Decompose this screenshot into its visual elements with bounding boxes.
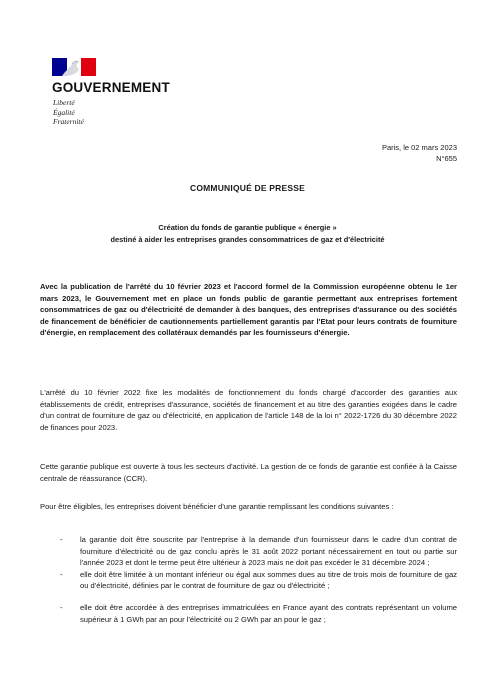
marianne-flag-icon [52, 56, 96, 80]
list-item-text: la garantie doit être souscrite par l'entreprise à la demande d'un fournisseur dans le cadre d'un contrat de fourniture d'électricité ou de gaz conclu après le 31 août 2022 portant nécessairement en tout ou partie sur l'année 2023 et dont le terme peut être ultérieur à 2023 mais ne doit pas excéder le 31 décembre 2024 ; [80, 535, 457, 568]
list-item-text: elle doit être limitée à un montant inférieur ou égal aux sommes dues au titre de trois mois de fourniture de gaz ou d'électricité, définies par le contrat de fourniture de gaz ou d'électricité ; [80, 569, 457, 591]
eligibility-conditions-list [40, 534, 457, 625]
release-number: N°655 [436, 154, 457, 163]
list-item [40, 602, 457, 625]
decree-paragraph: L'arrêté du 10 février 2022 fixe les modalités de fonctionnement du fonds chargé d'accorder des garanties aux établissements de crédit, entreprises d'assurance, sociétés de financement et au titre des garanties exigées dans le cadre d'un contrat de fourniture de gaz ou d'électricité, en application de l'article 148 de la loi n° 2022-1726 du 30 décembre 2022 de finances pour 2023. [40, 388, 457, 432]
motto [53, 98, 84, 127]
motto-fraternite: Fraternité [53, 117, 84, 126]
motto-liberte: Liberté [53, 98, 75, 107]
dateline [382, 142, 457, 164]
government-wordmark: GOUVERNEMENT [52, 80, 170, 95]
list-item-text: elle doit être accordée à des entreprises immatriculées en France ayant des contrats représentant un volume supérieur à 1 GWh par an pour l'électricité ou 2 GWh par an pour le gaz ; [80, 602, 457, 624]
lead-paragraph: Avec la publication de l'arrêté du 10 février 2023 et l'accord formel de la Commission européenne obtenu le 1er mars 2023, le Gouvernement met en place un fonds public de garantie permettant aux entreprises fortement consommatrices de gaz ou d'électricité de demander à des banques, des entreprises d'assurance ou des sociétés de financement de bénéficier de cautionnements partiellement garantis par l'Etat pour leurs contrats de fourniture d'énergie, en remplacement des collatéraux demandés par les fournisseurs d'énergie. [40, 282, 457, 338]
subtitle-line-2: destiné à aider les entreprises grandes consommatrices de gaz et d'électricité [110, 235, 385, 244]
eligibility-intro: Pour être éligibles, les entreprises doivent bénéficier d'une garantie remplissant les conditions suivantes : [40, 502, 394, 511]
subtitle-line-1: Création du fonds de garantie publique « énergie » [158, 223, 337, 232]
bullet-dash: - [60, 569, 63, 579]
bullet-dash: - [60, 602, 63, 612]
motto-egalite: Égalité [53, 107, 75, 117]
document-heading: COMMUNIQUÉ DE PRESSE [190, 183, 305, 193]
list-item [40, 534, 457, 569]
release-subtitle [40, 222, 455, 246]
scope-paragraph: Cette garantie publique est ouverte à tous les secteurs d'activité. La gestion de ce fonds de garantie est confiée à la Caisse centrale de réassurance (CCR). [40, 462, 457, 483]
place-date: Paris, le 02 mars 2023 [381, 143, 457, 152]
list-item [40, 569, 457, 592]
bullet-dash: - [60, 535, 63, 544]
